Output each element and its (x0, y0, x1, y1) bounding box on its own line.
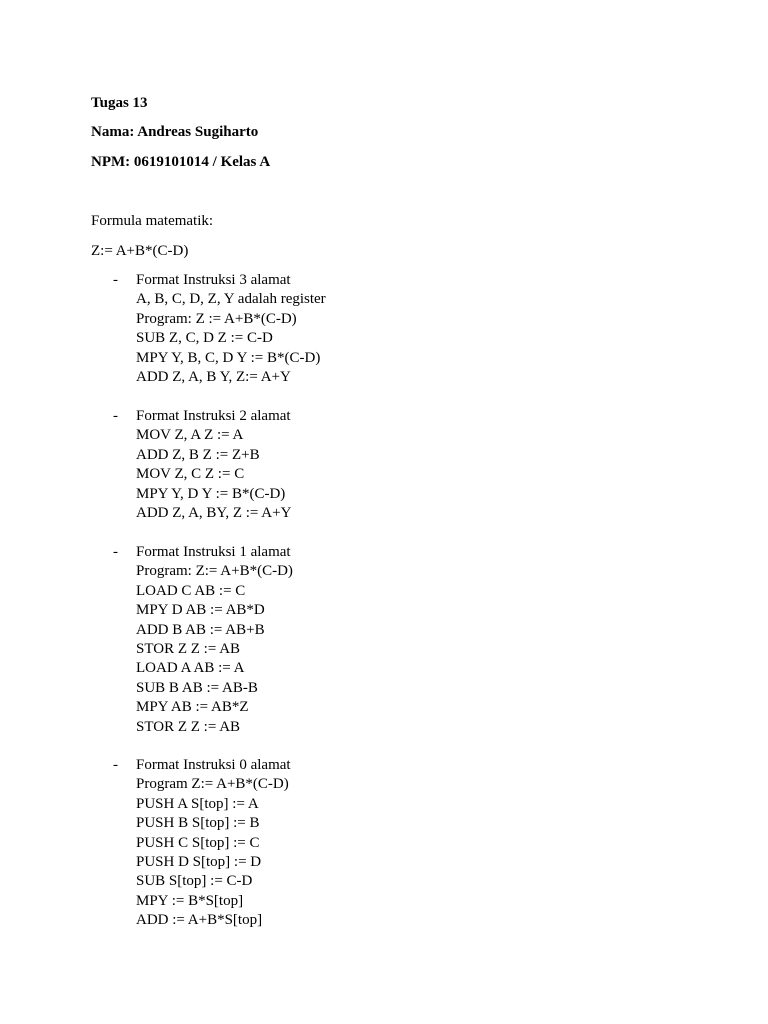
list-item: ADD Z, B Z := Z+B (136, 446, 260, 463)
list-item: ADD := A+B*S[top] (136, 912, 263, 929)
list-item: Format Instruksi 1 alamat (136, 544, 291, 560)
list-bullet: - (113, 408, 118, 424)
list-item: ADD Z, A, B Y, Z:= A+Y (136, 369, 291, 386)
list-item: Format Instruksi 2 alamat (136, 408, 291, 424)
list-bullet: - (113, 272, 118, 288)
list-item: Program: Z := A+B*(C-D) (136, 310, 297, 327)
list-bullet: - (113, 544, 118, 560)
list-item: PUSH D S[top] := D (136, 854, 262, 871)
list-item: MPY := B*S[top] (136, 892, 244, 909)
list-item: SUB S[top] := C-D (136, 873, 253, 890)
list-item: ADD Z, A, BY, Z := A+Y (136, 505, 292, 522)
list-item: MPY D AB := AB*D (136, 602, 265, 619)
section-lines (136, 407, 291, 523)
section-lines (136, 271, 326, 387)
document-title: Tugas 13 (91, 95, 148, 111)
list-item: SUB Z, C, D Z := C-D (136, 330, 273, 347)
list-item: MOV Z, A Z := A (136, 427, 244, 444)
list-item: ADD B AB := AB+B (136, 621, 265, 638)
list-item: Format Instruksi 3 alamat (136, 272, 291, 288)
list-item: STOR Z Z := AB (136, 641, 241, 658)
list-item: PUSH A S[top] := A (136, 795, 259, 812)
list-item: A, B, C, D, Z, Y adalah register (136, 291, 326, 308)
list-bullet: - (113, 757, 118, 773)
formula-label: Formula matematik: (91, 213, 214, 229)
list-item: MPY Y, D Y := B*(C-D) (136, 485, 286, 502)
formula-expression: Z:= A+B*(C-D) (91, 243, 189, 259)
list-item: LOAD C AB := C (136, 582, 246, 599)
student-name: Nama: Andreas Sugiharto (91, 124, 259, 140)
list-item: MPY AB := AB*Z (136, 699, 249, 716)
list-item: SUB B AB := AB-B (136, 679, 258, 696)
list-item: Program: Z:= A+B*(C-D) (136, 563, 293, 580)
list-item: Program Z:= A+B*(C-D) (136, 776, 289, 793)
section-lines (136, 543, 293, 737)
list-item: MPY Y, B, C, D Y := B*(C-D) (136, 349, 321, 366)
list-item: STOR Z Z := AB (136, 718, 241, 735)
section-lines (136, 756, 291, 931)
list-item: MOV Z, C Z := C (136, 466, 245, 483)
student-npm-class: NPM: 0619101014 / Kelas A (91, 154, 271, 170)
list-item: PUSH C S[top] := C (136, 834, 260, 851)
list-item: PUSH B S[top] := B (136, 815, 260, 832)
list-item: Format Instruksi 0 alamat (136, 757, 291, 773)
list-item: LOAD A AB := A (136, 660, 245, 677)
